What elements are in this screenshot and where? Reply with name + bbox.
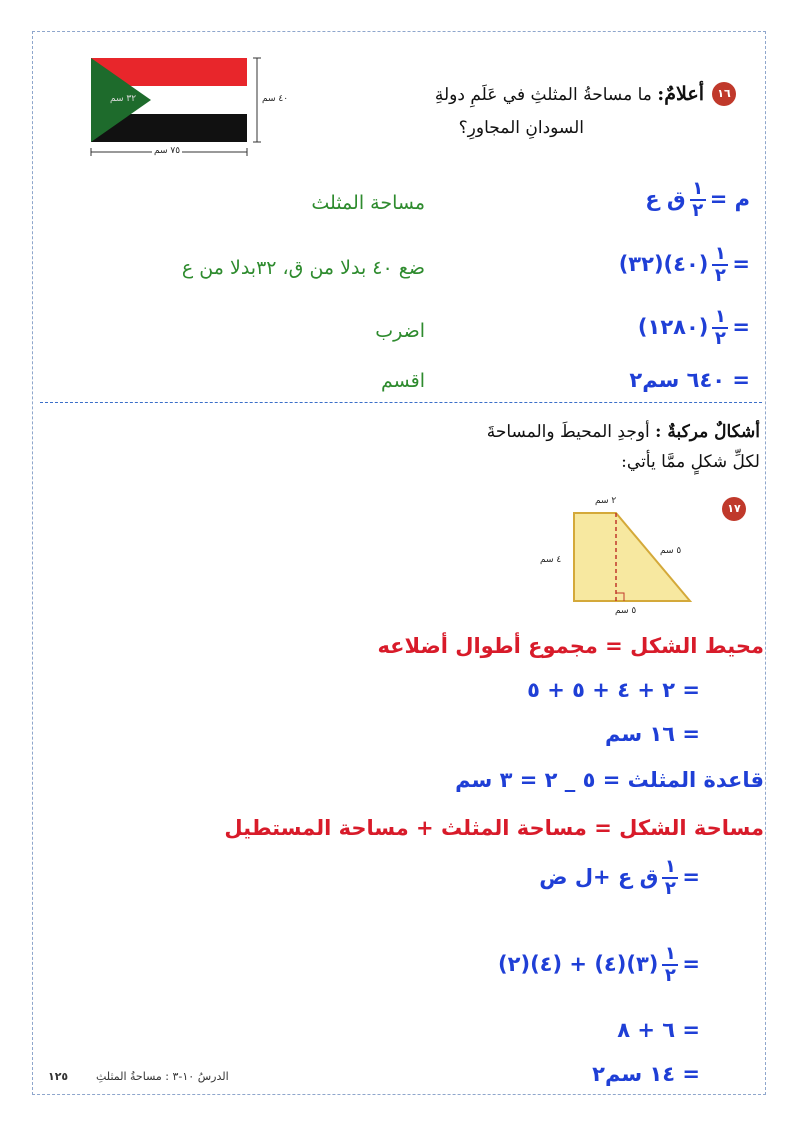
triangle-base-line: قاعدة المثلث = ٥ _ ٢ = ٣ سم [455,768,764,792]
perimeter-line-1: = ٢ + ٤ + ٥ + ٥ [527,678,700,702]
figure-left-label: ٤ سم [540,555,562,565]
section-title: أشكالٌ مركبةٌ : [655,422,760,442]
problem-16-question-line1: ما مساحةُ المثلثِ في عَلَمِ دولةِ [434,85,652,105]
sudan-flag-figure [85,50,275,160]
composite-shape-figure [560,505,700,610]
flag-width-label: ٧٥ سم [154,146,181,156]
page-number: ١٢٥ [48,1070,69,1083]
section-instruction-line1: أوجدِ المحيطَ والمساحةَ [486,422,650,442]
section-instruction-line2: لكلِّ شكلٍ ممَّا يأتي: [621,452,760,472]
step-2-equation: = $\frac{١}{٢}$ (٤٠)(٣٢) [618,243,750,286]
step-3-equation: = $\frac{١}{٢}$ (١٢٨٠) [637,306,750,349]
area-line-3: = ٦ + ٨ [617,1018,700,1042]
step-3-note: اضرب [375,320,425,342]
figure-slant-label: ٥ سم [660,546,682,556]
area-heading [224,816,764,840]
trapezoid-shape [574,513,690,601]
step-1-note: مساحة المثلث [311,192,425,214]
step-4-note: اقسم [381,370,425,392]
step-2-note: ضع ٤٠ بدلا من ق، ٣٢بدلا من ع [181,257,425,279]
area-heading-part2: مساحة المستطيل [224,816,409,840]
problem-16-question-line2: السودانِ المجاورِ؟ [458,118,584,138]
figure-top-label: ٢ سم [595,496,617,506]
step-1-equation: م = $\frac{١}{٢}$ ق ع [645,178,750,221]
area-line-4: = ١٤ سم٢ [592,1062,700,1086]
footer-lesson: الدرسُ ١٠-٣ : مساحةُ المثلثِ [96,1070,229,1083]
step-4-equation: = ٦٤٠ سم٢ [629,368,750,392]
area-heading-part1: مساحة الشكل = مساحة المثلث + [416,816,764,840]
problem-17-badge: ١٧ [722,497,746,521]
area-line-1: = $\frac{١}{٢}$ ق ع +ل ض [539,856,700,899]
problem-16-badge: ١٦ [712,82,736,106]
area-line-2: = $\frac{١}{٢}$ (٣)(٤) + (٤)(٢) [498,943,700,986]
problem-16-question [435,83,704,105]
flag-height-label: ٤٠ سم [262,94,289,104]
section-heading [487,422,760,442]
perimeter-line-2: = ١٦ سم [605,722,700,746]
flag-triangle-label: ٣٢ سم [110,94,137,104]
section-divider [40,402,762,403]
problem-16-title: أعلامٌ: [657,83,704,105]
figure-bottom-label: ٥ سم [615,606,637,616]
perimeter-heading: محيط الشكل = مجموع أطوال أضلاعه [377,634,764,658]
